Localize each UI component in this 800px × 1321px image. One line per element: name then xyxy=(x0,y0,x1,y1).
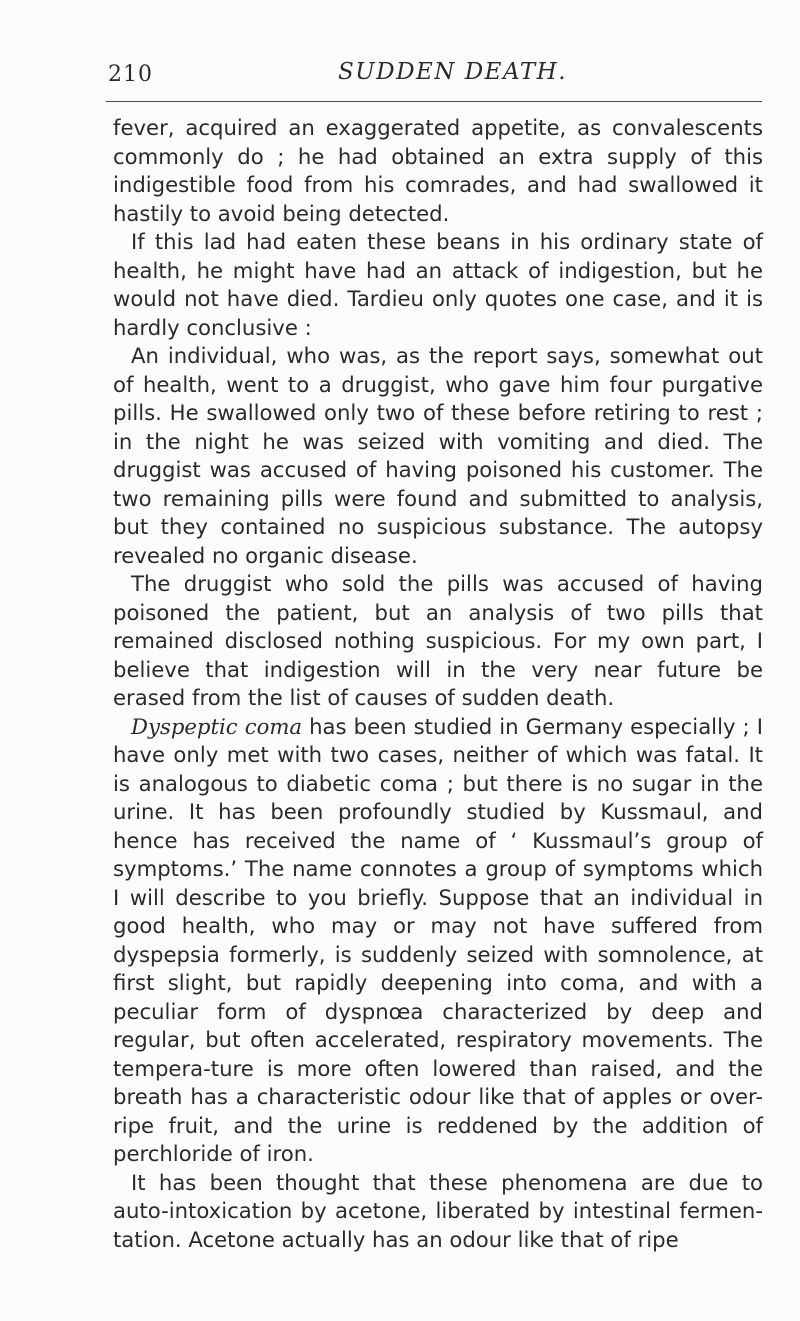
paragraph-5-text: has been studied in Germany especially ; I have only met with two cases, neither of which was fatal. It is analogous to diabetic coma ; but there is no sugar in the urine. It has been profoundly studied by Kussmaul, and hence has received the name of ‘ Kussmaul’s group of symptoms.’ The name connotes a group of symptoms which I will describe to you briefly. Suppose that an individual in good health, who may or may not have suffered from dyspepsia formerly, is suddenly seized with somnolence, at first slight, but rapidly deepening into coma, and with a peculiar form of dyspnœa characterized by deep and regular, but often accelerated, respiratory movements. The tempera-ture is more often lowered than raised, and the breath has a characteristic odour like that of apples or over-ripe fruit, and the urine is reddened by the addition of perchloride of iron. xyxy=(113,713,763,1166)
running-head xyxy=(0,59,800,102)
paragraph-1: fever, acquired an exaggerated appetite, as convalescents commonly do ; he had obtained an extra supply of this indigestible food from his comrades, and had swallowed it hastily to avoid being detected. xyxy=(113,115,763,226)
running-title: SUDDEN DEATH. xyxy=(338,59,568,85)
paragraph-6: It has been thought that these phenomena are due to auto-intoxication by acetone, liberated by intestinal fermen-tation. Acetone actually has an odour like that of ripe xyxy=(113,1169,763,1252)
page-number: 210 xyxy=(108,62,153,87)
header-rule xyxy=(106,101,762,102)
body-text xyxy=(113,114,763,1254)
paragraph-4: The druggist who sold the pills was accused of having poisoned the patient, but an analysis of two pills that remained disclosed nothing suspicious. For my own part, I believe that indigestion will in the very near future be erased from the list of causes of sudden death. xyxy=(113,571,763,710)
paragraph-5 xyxy=(113,713,763,1169)
paragraph-2: If this lad had eaten these beans in his ordinary state of health, he might have had an attack of indigestion, but he would not have died. Tardieu only quotes one case, and it is hardly conclusive : xyxy=(113,229,763,340)
dyspeptic-coma-term: Dyspeptic coma xyxy=(131,713,303,739)
paragraph-3: An individual, who was, as the report says, somewhat out of health, went to a druggist, who gave him four purgative pills. He swallowed only two of these before retiring to rest ; in the night he was seized with vomiting and died. The druggist was accused of having poisoned his customer. The two remaining pills were found and submitted to analysis, but they contained no suspicious substance. The autopsy revealed no organic disease. xyxy=(113,343,763,568)
